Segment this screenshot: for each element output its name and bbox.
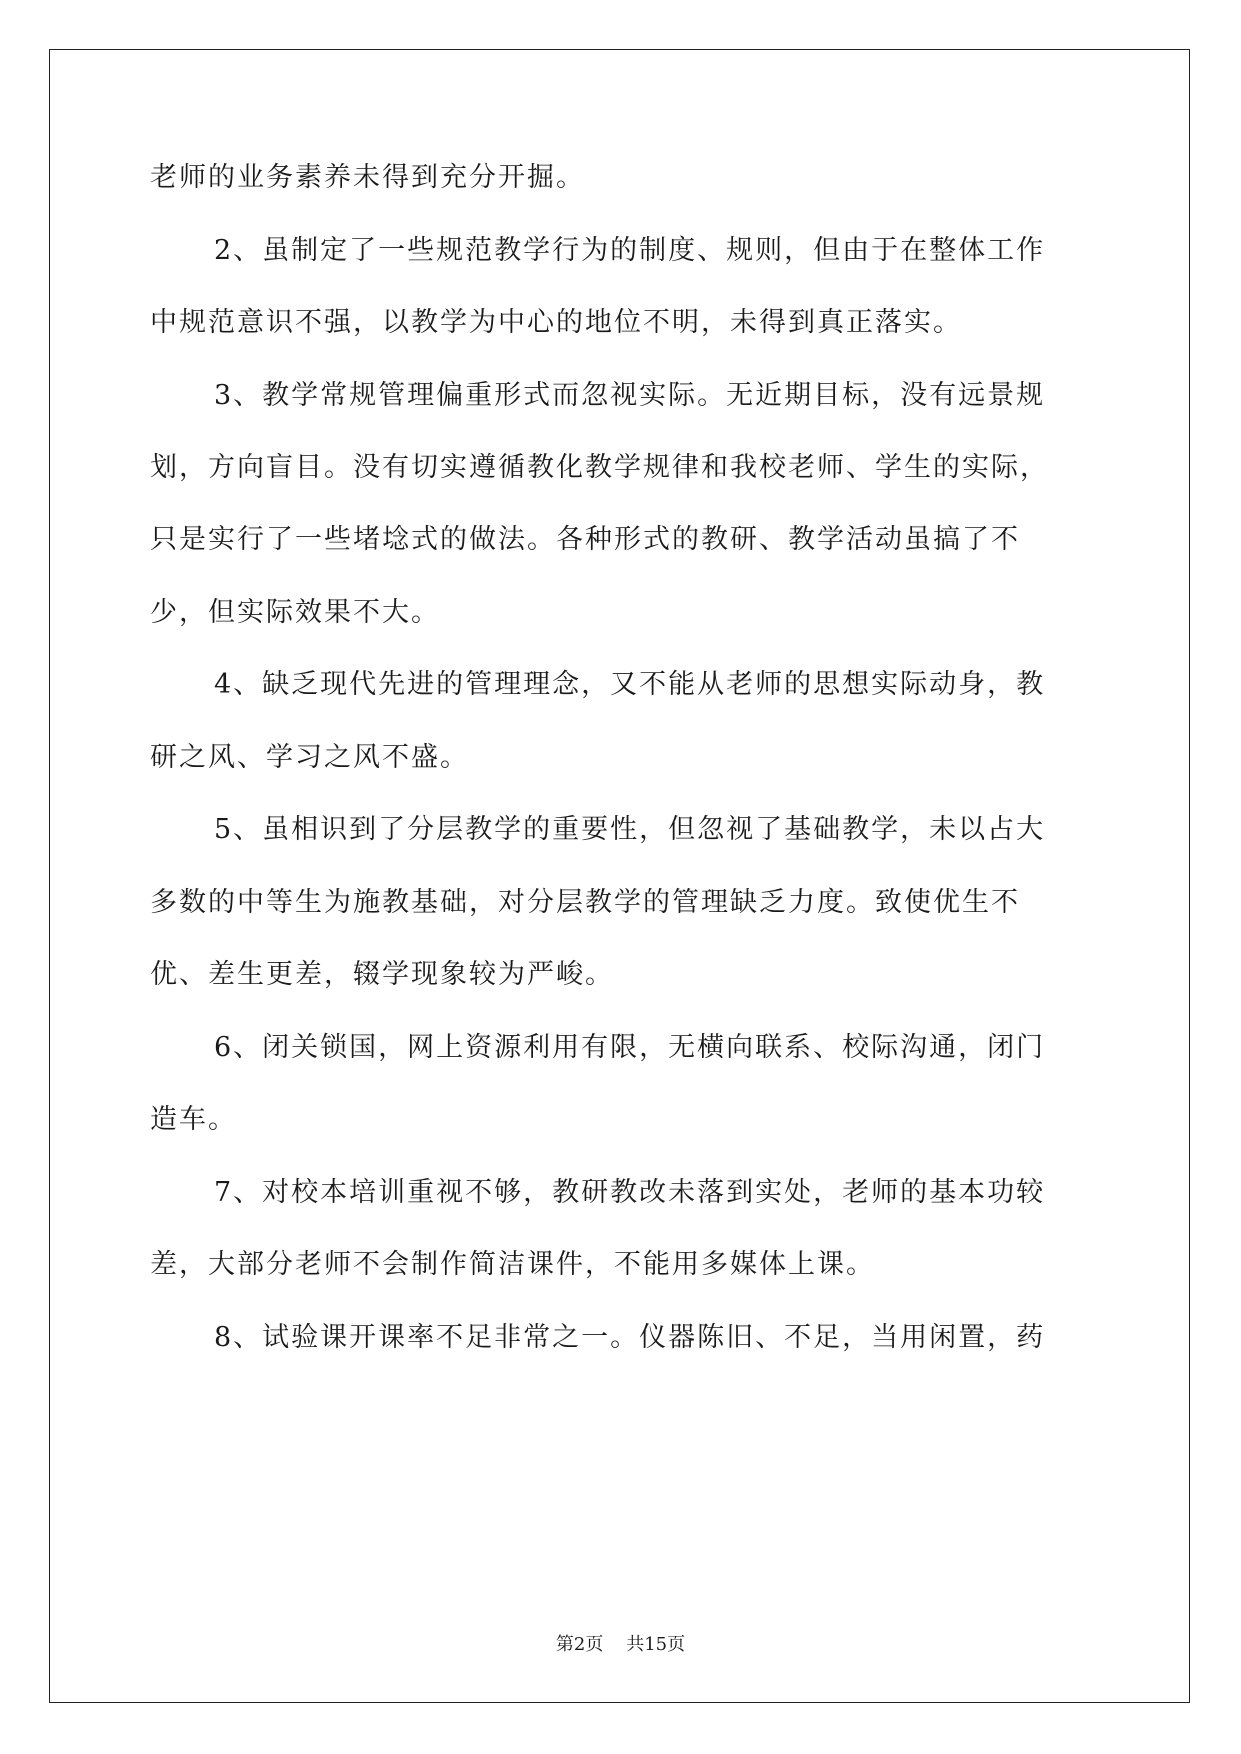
text-line: 中规范意识不强，以教学为中心的地位不明，未得到真正落实。 — [150, 307, 962, 338]
text-line: 优、差生更差，辍学现象较为严峻。 — [150, 959, 614, 990]
text-line: 老师的业务素养未得到充分开掘。 — [150, 162, 585, 193]
page-total: 共15页 — [626, 1634, 686, 1655]
page-number: 第2页 — [555, 1634, 604, 1655]
text-line: 多数的中等生为施教基础，对分层教学的管理缺乏力度。致使优生不 — [150, 887, 1020, 918]
text-line: 差，大部分老师不会制作简洁课件，不能用多媒体上课。 — [150, 1249, 875, 1280]
text-line: 划，方向盲目。没有切实遵循教化教学规律和我校老师、学生的实际， — [150, 452, 1049, 483]
text-line: 造车。 — [150, 1104, 237, 1135]
text-line: 6、闭关锁国，网上资源利用有限，无横向联系、校际沟通，闭门 — [214, 1032, 1046, 1063]
text-line: 研之风、学习之风不盛。 — [150, 742, 469, 773]
page-frame — [49, 49, 1190, 1703]
page-footer — [0, 1630, 1241, 1656]
text-line: 3、教学常规管理偏重形式而忽视实际。无近期目标，没有远景规 — [214, 380, 1046, 411]
text-line: 8、试验课开课率不足非常之一。仪器陈旧、不足，当用闲置，药 — [214, 1322, 1046, 1353]
text-line: 只是实行了一些堵埝式的做法。各种形式的教研、教学活动虽搞了不 — [150, 524, 1020, 555]
text-line: 2、虽制定了一些规范教学行为的制度、规则，但由于在整体工作 — [214, 235, 1046, 266]
text-line: 少，但实际效果不大。 — [150, 597, 440, 628]
text-line: 4、缺乏现代先进的管理理念，又不能从老师的思想实际动身，教 — [214, 669, 1046, 700]
text-line: 7、对校本培训重视不够，教研教改未落到实处，老师的基本功较 — [214, 1177, 1046, 1208]
text-line: 5、虽相识到了分层教学的重要性，但忽视了基础教学，未以占大 — [214, 814, 1046, 845]
